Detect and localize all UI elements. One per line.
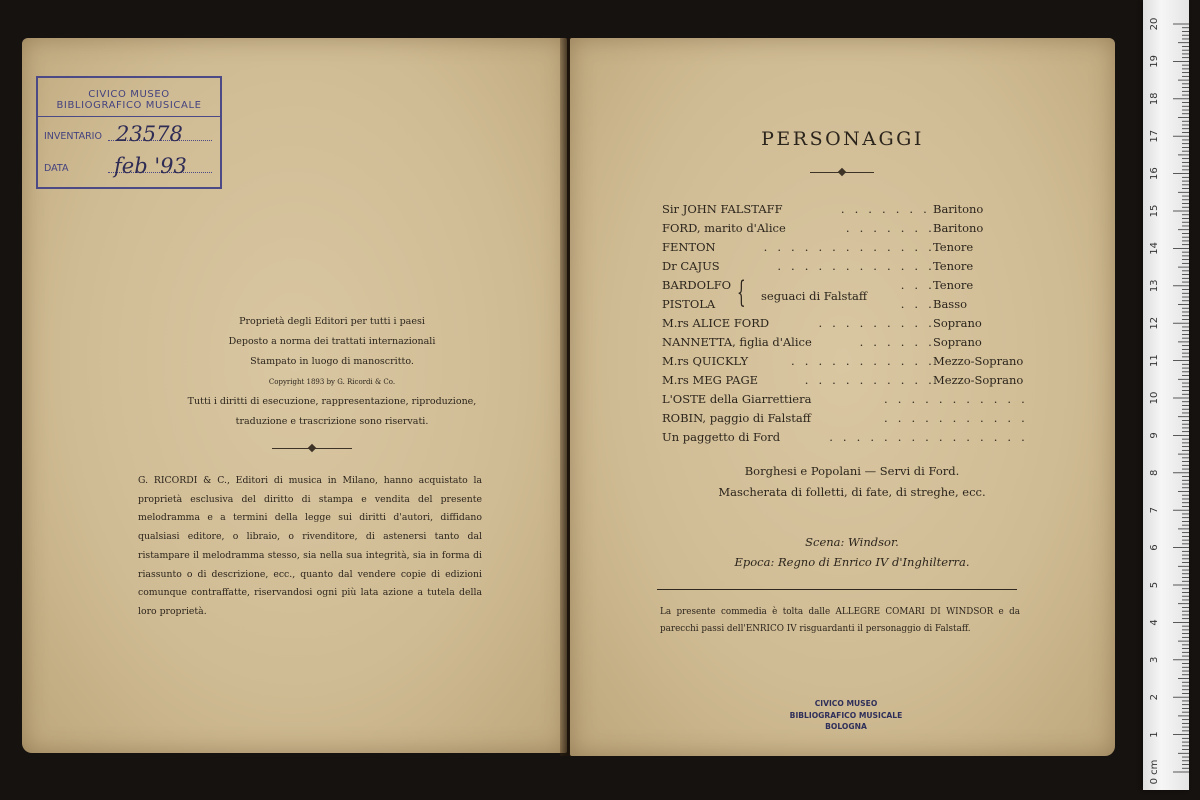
data-row [38,149,220,181]
cast-voice: Tenore [933,278,974,292]
source-note: La presente commedia è tolta dalle ALLEGRE COMARI DI WINDSOR e da parecchi passi dell'ENRICO IV risguardanti il personaggio di Falstaff. [660,607,1020,634]
ruler-label: 14 [1149,242,1160,255]
extras-line: Borghesi e Popolani — Servi di Ford. [744,464,960,478]
legal-line: Stampato in luogo di manoscritto. [250,356,414,367]
museum-stamp [784,698,908,733]
ruler-label: 17 [1149,129,1160,143]
leader-dots: . . . . . . . . . . . [884,392,1028,406]
cast-name: ROBIN, paggio di Falstaff [662,411,811,425]
ruler-label: 7 [1149,507,1160,514]
museum-stamp-line: BOLOGNA [825,722,867,731]
cast-voice: Tenore [933,259,974,273]
ruler-label: 9 [1149,432,1160,439]
cast-row [662,409,1042,428]
ruler-label: 1 [1149,731,1160,738]
cast-row [662,200,1042,219]
leader-dots: . . . [900,297,935,311]
copyright-line: Copyright 1893 by G. Ricordi & Co. [268,378,396,386]
legal-line: Proprietà degli Editori per tutti i paesi [239,316,425,327]
inventario-label: INVENTARIO [44,131,102,142]
cast-list [662,200,1042,447]
leader-dots: . . . . . . . . . . [804,373,935,387]
ruler-label: 8 [1149,469,1160,476]
cast-name: PISTOLA [662,297,716,311]
inventario-value: 23578 [116,122,183,146]
ruler-label: 18 [1149,92,1160,106]
cast-name: M.rs ALICE FORD [662,316,770,330]
stamp-line-1: CIVICO MUSEO [88,89,170,100]
cast-voice: Baritono [933,221,984,235]
data-value: feb '93 [114,154,187,178]
leader-dots: . . . . . . . [845,221,935,235]
scene-block [662,532,1042,572]
cast-voice: Soprano [933,335,982,349]
ruler-label: 12 [1149,316,1160,330]
cast-row [662,257,1042,276]
cast-voice: Mezzo-Soprano [933,354,1024,368]
cast-name: M.rs MEG PAGE [662,373,759,387]
ruler-label: 3 [1149,656,1160,663]
ricordi-notice: G. RICORDI & C., Editori di musica in Milano, hanno acquistato la proprietà esclusiva del diritto di stampa e vendita del presente melodramma e a termini della legge sui diritti d'autori, diffidano qualsiasi editore, o libraio, o rivenditore, di astenersi tanto dal ristampare il melodramma stesso, sia nella sua integrità, sia in forma di riassunto o di descrizione, ecc., quanto dal vendere copie di edizioni comunque contraffatte, riservandosi ogni più lata azione a tutela della loro proprietà. [138,475,482,617]
ruler-label: 20 [1149,17,1160,31]
extras-line: Mascherata di folletti, di fate, di streghe, ecc. [718,485,986,499]
horizontal-rule [657,589,1017,590]
ruler-label: 0 cm [1149,759,1160,785]
cast-row [662,219,1042,238]
leader-dots: . . . . . . [859,335,935,349]
ruler-label: 11 [1149,354,1160,367]
cast-voice: Baritono [933,202,984,216]
leader-dots: . . . . . . . [840,202,930,216]
cast-row [662,428,1042,447]
rights-line: traduzione e trascrizione sono riservati. [235,416,429,427]
ruler-label: 10 [1149,391,1160,405]
ruler-scale [1143,0,1189,790]
rights-line: Tutti i diritti di esecuzione, rappresentazione, riproduzione, [187,396,477,407]
cast-row [662,352,1042,371]
cast-voice: Soprano [933,316,982,330]
museum-stamp-line: CIVICO MUSEO [814,699,878,708]
cast-voice: Basso [933,297,968,311]
ruler-label: 2 [1149,694,1160,701]
ruler-label: 5 [1149,581,1160,589]
ruler-label: 13 [1149,279,1160,293]
cast-row [662,371,1042,390]
cast-name: Sir JOHN FALSTAFF [662,202,783,216]
leader-dots: . . . [900,278,935,292]
leader-dots: . . . . . . . . . . . [791,354,935,368]
inventory-stamp [36,76,222,189]
museum-stamp-line: BIBLIOGRAFICO MUSICALE [789,710,903,720]
cast-row [662,390,1042,409]
cast-name: NANNETTA, figlia d'Alice [662,335,812,349]
brace-symbol: { [737,275,746,310]
cast-row [662,238,1042,257]
cast-name: BARDOLFO [662,278,732,292]
ruler-label: 15 [1149,204,1160,218]
inventario-row [38,117,220,149]
legal-notice [182,312,482,432]
scena-line: Scena: Windsor. [805,535,899,549]
cast-name: Dr CAJUS [662,259,720,273]
title-ornament [810,166,874,178]
right-page [570,38,1115,756]
leader-dots: . . . . . . . . . . . . . . . [829,430,1028,444]
leader-dots: . . . . . . . . . . . . [777,259,935,273]
stamp-line-2: BIBLIOGRAFICO MUSICALE [38,100,220,117]
leader-dots: . . . . . . . . . [818,316,935,330]
data-label: DATA [44,163,69,174]
ruler-label: 19 [1149,55,1160,68]
ruler-label: 6 [1149,544,1160,551]
ruler-label: 16 [1149,167,1160,180]
leader-dots: . . . . . . . . . . . [884,411,1028,425]
legal-line: Deposto a norma dei trattati internazionali [228,336,436,347]
leader-dots: . . . . . . . . . . . . . [763,240,935,254]
page-title: PERSONAGGI [761,128,924,150]
bracket-label: seguaci di Falstaff [761,289,868,303]
measuring-ruler [1143,0,1189,790]
cast-name: L'OSTE della Giarrettiera [662,392,812,406]
ornament-divider [272,442,352,454]
cast-name: M.rs QUICKLY [662,354,749,368]
cast-voice: Tenore [933,240,974,254]
left-page [22,38,567,753]
cast-name: FENTON [662,240,716,254]
extras-block [662,461,1042,503]
cast-name: FORD, marito d'Alice [662,221,786,235]
ruler-label: 4 [1149,619,1160,626]
cast-row [662,314,1042,333]
cast-voice: Mezzo-Soprano [933,373,1024,387]
epoca-line: Epoca: Regno di Enrico IV d'Inghilterra. [734,555,970,569]
cast-row [662,333,1042,352]
cast-name: Un paggetto di Ford [662,430,781,444]
